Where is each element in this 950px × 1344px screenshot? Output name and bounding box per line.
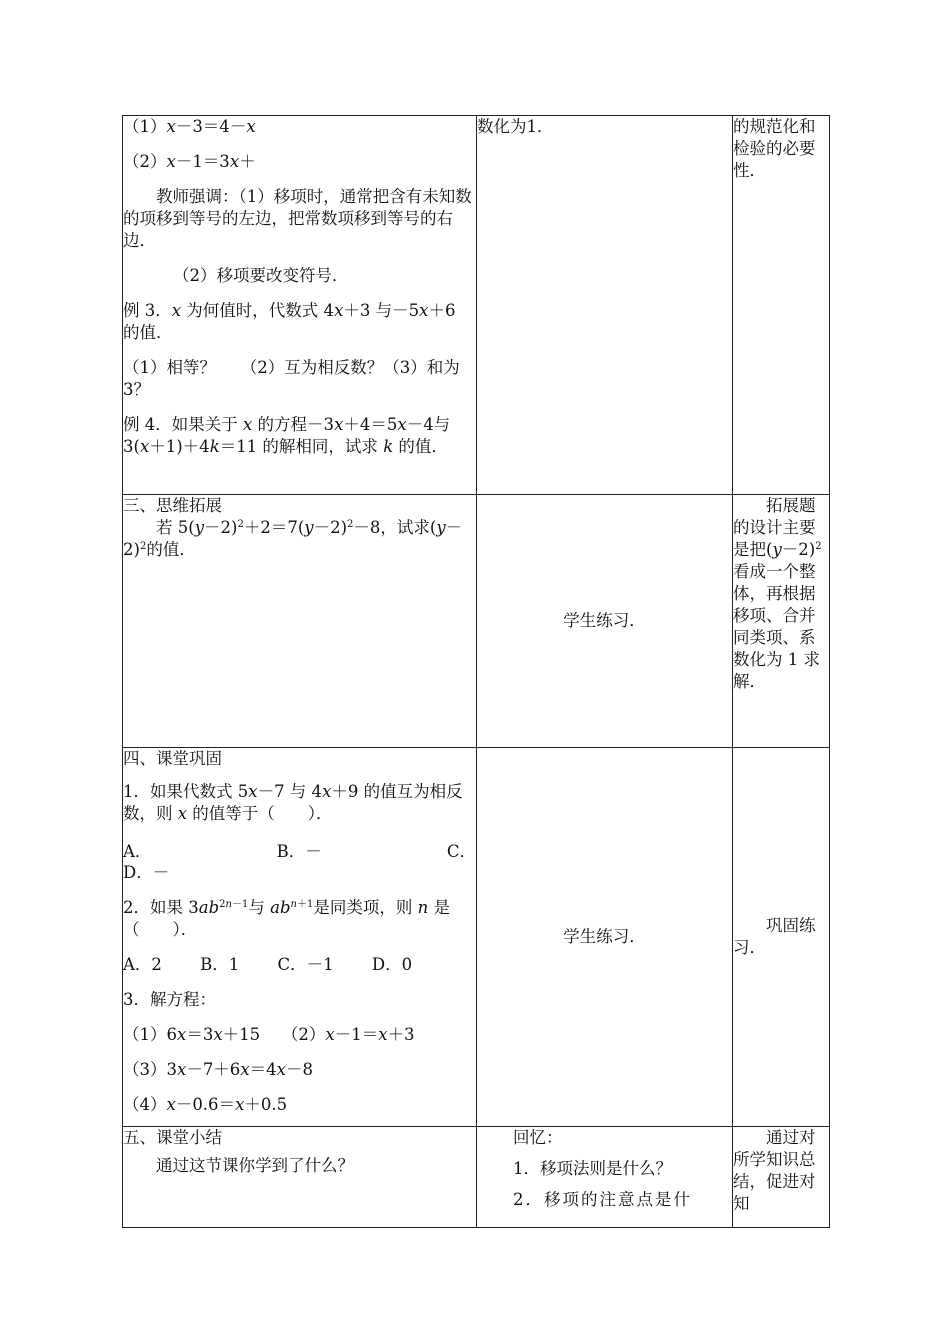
row-examples	[123, 116, 830, 495]
row2-intent	[733, 495, 830, 748]
summary-question: 通过这节课你学到了什么？	[156, 1156, 354, 1175]
example-3: 例 3．x 为何值时，代数式 4x＋3 与－5x＋6 的值．	[123, 301, 456, 342]
question-3-items-1-2: （1）6x＝3x＋15 （2）x－1＝x＋3	[123, 1025, 415, 1044]
activity-text: 数化为1．	[477, 117, 554, 136]
row2-activity	[477, 495, 733, 748]
row1-activity	[477, 116, 733, 495]
section-title: 三、思维拓展	[123, 496, 222, 515]
option-d: D．－	[123, 863, 170, 882]
row3-intent	[733, 748, 830, 1127]
example-4: 例 4．如果关于 x 的方程－3x＋4＝5x－4与 3(x＋1)＋4k＝11 的解相同，试求 k 的值．	[123, 415, 451, 456]
section-title: 四、课堂巩固	[123, 749, 222, 768]
row1-content	[123, 116, 477, 495]
row3-activity	[477, 748, 733, 1127]
recall-q2: 2．移项的注意点是什	[513, 1190, 692, 1209]
row4-activity	[477, 1127, 733, 1228]
option-b: B．－	[276, 842, 322, 861]
emphasis-2: （2）移项要改变符号．	[173, 266, 349, 285]
row4-intent	[733, 1127, 830, 1228]
question-2-options	[123, 954, 476, 976]
row4-content	[123, 1127, 477, 1228]
option-a: A．2	[123, 955, 162, 974]
row-extension	[123, 495, 830, 748]
question-3-item-3: （3）3x－7＋6x＝4x－8	[123, 1060, 313, 1079]
activity-text: 学生练习．	[563, 927, 646, 946]
example-3-parts: （1）相等？ （2）互为相反数？（3）和为3？	[123, 358, 460, 399]
recall-q1: 1．移项法则是什么？	[513, 1159, 672, 1178]
question-3-item-4: （4）x－0.6＝x＋0.5	[123, 1095, 288, 1114]
intent-text: 通过对所学知识总结，促进对知	[733, 1128, 816, 1213]
extension-problem: 若 $5(y-2)^2+2=7(y-2)^2-8$，试求$(y-2)^2$的值．	[123, 518, 463, 559]
question-3: 3．解方程：	[123, 990, 216, 1009]
row3-content	[123, 748, 477, 1127]
eq-1: （1）x－3＝4－x	[123, 117, 256, 136]
option-d: D．0	[371, 955, 413, 974]
intent-text: 巩固练习．	[733, 916, 816, 957]
question-2: 2．如果 $3ab^{2n-1}$与 $ab^{n+1}$是同类项，则 n 是（ ）．	[123, 898, 450, 939]
option-a: A．	[123, 842, 152, 861]
row2-content	[123, 495, 477, 748]
option-c: C．	[446, 842, 476, 861]
teacher-emphasis: 教师强调：（1）移项时，通常把含有未知数的项移到等号的左边，把常数项移到等号的右边．	[123, 187, 472, 250]
row1-intent	[733, 116, 830, 495]
lesson-plan-table	[122, 115, 830, 1228]
question-1: 1．如果代数式 5x－7 与 4x＋9 的值互为相反数，则 x 的值等于（ ）．	[123, 782, 463, 823]
intent-text: 的规范化和检验的必要性．	[733, 117, 816, 180]
question-1-options	[123, 838, 476, 884]
option-c: C．－1	[277, 955, 334, 974]
recall-label: 回忆：	[513, 1128, 563, 1147]
row-summary	[123, 1127, 830, 1228]
option-b: B．1	[200, 955, 240, 974]
section-title: 五、课堂小结	[123, 1128, 222, 1147]
intent-text: 拓展题的设计主要是把$(y-2)^2$看成一个整体，再根据移项、合并同类项、系数化为 1 求解．	[733, 496, 822, 691]
activity-text: 学生练习．	[563, 611, 646, 630]
row-consolidation	[123, 748, 830, 1127]
eq-2: （2）x－1＝3x＋	[123, 152, 256, 171]
